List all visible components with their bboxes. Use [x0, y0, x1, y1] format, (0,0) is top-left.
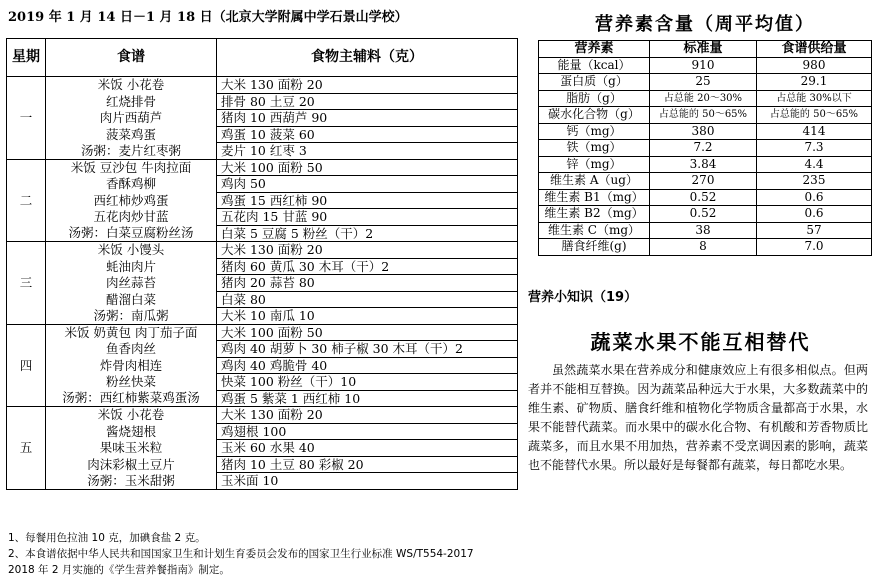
menu-row	[7, 357, 518, 374]
tip-heading: 营养小知识（19）	[528, 290, 638, 305]
article-body: 虽然蔬菜水果在营养成分和健康效应上有很多相似点。但两者并不能相互替换。因为蔬菜品种远大于水果，大多数蔬菜中的维生素、矿物质、膳食纤维和植物化学物质含量都高于水果，水果不能替代蔬菜。而水果中的碳水化合物、有机酸和芳香物质比蔬菜多，而且水果不用加热，营养素不受烹调因素的影响，蔬菜也不能替代水果。所以最好是每餐都有蔬菜，每日都吃水果。	[528, 363, 868, 472]
standard-amount: 占总能 20～30%	[650, 90, 757, 107]
standard-amount: 7.2	[650, 140, 757, 157]
ingredients-cell: 猪肉 20 蒜苔 80	[217, 275, 518, 292]
dish-cell: 肉丝蒜苔	[46, 275, 217, 292]
dish-cell: 米饭 小花卷	[46, 77, 217, 94]
ingredients-cell: 玉米面 10	[217, 473, 518, 490]
dish-cell: 果味玉米粒	[46, 440, 217, 457]
dish-cell: 肉片西葫芦	[46, 110, 217, 127]
dish-cell: 汤粥：南瓜粥	[46, 308, 217, 325]
nutrient-name: 脂肪（g）	[539, 90, 650, 107]
nutrient-name: 能量（kcal）	[539, 57, 650, 74]
standard-amount: 270	[650, 173, 757, 190]
nutrition-header: 营养素	[539, 41, 650, 58]
dish-cell: 五花肉炒甘蓝	[46, 209, 217, 226]
ingredients-cell: 鸡翅根 100	[217, 423, 518, 440]
ingredients-cell: 猪肉 10 土豆 80 彩椒 20	[217, 456, 518, 473]
ingredients-cell: 大米 130 面粉 20	[217, 407, 518, 424]
footnote: 2018 年 2 月实施的《学生营养餐指南》制定。	[8, 564, 230, 576]
menu-row	[7, 390, 518, 407]
nutrition-title: 营养素含量（周平均值）	[595, 14, 815, 35]
nutrition-table	[538, 40, 872, 256]
nutrient-name: 碳水化合物（g）	[539, 107, 650, 124]
nutrition-header: 标准量	[650, 41, 757, 58]
menu-row	[7, 291, 518, 308]
menu-row	[7, 258, 518, 275]
nutrition-row	[539, 222, 872, 239]
dish-cell: 米饭 豆沙包 牛肉拉面	[46, 159, 217, 176]
dish-cell: 汤粥：西红柿紫菜鸡蛋汤	[46, 390, 217, 407]
menu-row	[7, 225, 518, 242]
nutrient-name: 膳食纤维(g)	[539, 239, 650, 256]
nutrition-row	[539, 156, 872, 173]
dish-cell: 鱼香肉丝	[46, 341, 217, 358]
standard-amount: 380	[650, 123, 757, 140]
menu-row	[7, 242, 518, 259]
menu-row	[7, 159, 518, 176]
nutrient-name: 蛋白质（g）	[539, 74, 650, 91]
supplied-amount: 占总能 30%以下	[757, 90, 872, 107]
nutrition-row	[539, 74, 872, 91]
day-cell: 五	[7, 407, 46, 490]
menu-row	[7, 374, 518, 391]
supplied-amount: 0.6	[757, 189, 872, 206]
supplied-amount: 7.0	[757, 239, 872, 256]
menu-row	[7, 209, 518, 226]
ingredients-cell: 鸡蛋 15 西红柿 90	[217, 192, 518, 209]
nutrient-name: 维生素 C（mg）	[539, 222, 650, 239]
menu-row	[7, 308, 518, 325]
menu-row	[7, 407, 518, 424]
menu-row	[7, 324, 518, 341]
page-header: 2019 年 1 月 14 日－1 月 18 日（北京大学附属中学石景山学校）	[8, 10, 408, 25]
menu-row	[7, 126, 518, 143]
supplied-amount: 0.6	[757, 206, 872, 223]
standard-amount: 8	[650, 239, 757, 256]
nutrient-name: 维生素 B2（mg）	[539, 206, 650, 223]
ingredients-cell: 排骨 80 土豆 20	[217, 93, 518, 110]
dish-cell: 香酥鸡柳	[46, 176, 217, 193]
ingredients-cell: 白菜 80	[217, 291, 518, 308]
ingredients-cell: 白菜 5 豆腐 5 粉丝（干）2	[217, 225, 518, 242]
menu-body	[7, 77, 518, 490]
nutrition-body	[539, 57, 872, 255]
nutrition-row	[539, 90, 872, 107]
ingredients-cell: 大米 100 面粉 50	[217, 324, 518, 341]
supplied-amount: 235	[757, 173, 872, 190]
dish-cell: 米饭 小花卷	[46, 407, 217, 424]
standard-amount: 占总能的 50～65%	[650, 107, 757, 124]
supplied-amount: 4.4	[757, 156, 872, 173]
ingredients-cell: 玉米 60 水果 40	[217, 440, 518, 457]
article-title: 蔬菜水果不能互相替代	[590, 330, 811, 354]
menu-table	[6, 38, 518, 490]
menu-row	[7, 176, 518, 193]
nutrient-name: 维生素 B1（mg）	[539, 189, 650, 206]
header-ingredients: 食物主辅料（克）	[217, 39, 518, 77]
standard-amount: 38	[650, 222, 757, 239]
nutrient-name: 铁（mg）	[539, 140, 650, 157]
dish-cell: 西红柿炒鸡蛋	[46, 192, 217, 209]
menu-row	[7, 143, 518, 160]
dish-cell: 菠菜鸡蛋	[46, 126, 217, 143]
ingredients-cell: 大米 130 面粉 20	[217, 242, 518, 259]
nutrient-name: 锌（mg）	[539, 156, 650, 173]
ingredients-cell: 鸡肉 50	[217, 176, 518, 193]
nutrition-header: 食谱供给量	[757, 41, 872, 58]
menu-row	[7, 456, 518, 473]
supplied-amount: 57	[757, 222, 872, 239]
dish-cell: 红烧排骨	[46, 93, 217, 110]
nutrient-name: 钙（mg）	[539, 123, 650, 140]
footnotes	[8, 530, 474, 578]
dish-cell: 蚝油肉片	[46, 258, 217, 275]
standard-amount: 910	[650, 57, 757, 74]
menu-row	[7, 192, 518, 209]
footnote: 1、每餐用色拉油 10 克，加碘食盐 2 克。	[8, 532, 206, 544]
supplied-amount: 980	[757, 57, 872, 74]
menu-row	[7, 77, 518, 94]
day-cell: 二	[7, 159, 46, 242]
standard-amount: 3.84	[650, 156, 757, 173]
dish-cell: 米饭 奶黄包 肉丁茄子面	[46, 324, 217, 341]
menu-row	[7, 110, 518, 127]
nutrition-row	[539, 107, 872, 124]
menu-row	[7, 341, 518, 358]
nutrient-name: 维生素 A（ug）	[539, 173, 650, 190]
dish-cell: 醋溜白菜	[46, 291, 217, 308]
menu-row	[7, 440, 518, 457]
ingredients-cell: 鸡肉 40 鸡脆骨 40	[217, 357, 518, 374]
ingredients-cell: 大米 10 南瓜 10	[217, 308, 518, 325]
ingredients-cell: 大米 100 面粉 50	[217, 159, 518, 176]
ingredients-cell: 大米 130 面粉 20	[217, 77, 518, 94]
ingredients-cell: 鸡肉 40 胡萝卜 30 柿子椒 30 木耳（干）2	[217, 341, 518, 358]
dish-cell: 炸骨肉相连	[46, 357, 217, 374]
dish-cell: 酱烧翅根	[46, 423, 217, 440]
footnote: 2、本食谱依据中华人民共和国国家卫生和计划生育委员会发布的国家卫生行业标准 WS/T554-2017	[8, 548, 474, 560]
ingredients-cell: 五花肉 15 甘蓝 90	[217, 209, 518, 226]
supplied-amount: 7.3	[757, 140, 872, 157]
ingredients-cell: 快菜 100 粉丝（干）10	[217, 374, 518, 391]
ingredients-cell: 鸡蛋 10 菠菜 60	[217, 126, 518, 143]
dish-cell: 米饭 小馒头	[46, 242, 217, 259]
standard-amount: 0.52	[650, 189, 757, 206]
dish-cell: 汤粥：玉米甜粥	[46, 473, 217, 490]
dish-cell: 粉丝快菜	[46, 374, 217, 391]
nutrition-row	[539, 189, 872, 206]
day-cell: 三	[7, 242, 46, 325]
nutrition-row	[539, 123, 872, 140]
nutrition-row	[539, 173, 872, 190]
nutrition-row	[539, 206, 872, 223]
day-cell: 一	[7, 77, 46, 160]
nutrition-row	[539, 239, 872, 256]
standard-amount: 0.52	[650, 206, 757, 223]
nutrition-row	[539, 57, 872, 74]
header-dish: 食谱	[46, 39, 217, 77]
supplied-amount: 占总能的 50～65%	[757, 107, 872, 124]
standard-amount: 25	[650, 74, 757, 91]
dish-cell: 汤粥：白菜豆腐粉丝汤	[46, 225, 217, 242]
supplied-amount: 414	[757, 123, 872, 140]
ingredients-cell: 猪肉 10 西葫芦 90	[217, 110, 518, 127]
header-day: 星期	[7, 39, 46, 77]
ingredients-cell: 猪肉 60 黄瓜 30 木耳（干）2	[217, 258, 518, 275]
dish-cell: 肉沫彩椒土豆片	[46, 456, 217, 473]
ingredients-cell: 麦片 10 红枣 3	[217, 143, 518, 160]
ingredients-cell: 鸡蛋 5 紫菜 1 西红柿 10	[217, 390, 518, 407]
dish-cell: 汤粥：麦片红枣粥	[46, 143, 217, 160]
menu-row	[7, 473, 518, 490]
supplied-amount: 29.1	[757, 74, 872, 91]
menu-row	[7, 423, 518, 440]
day-cell: 四	[7, 324, 46, 407]
menu-row	[7, 93, 518, 110]
menu-row	[7, 275, 518, 292]
nutrition-row	[539, 140, 872, 157]
